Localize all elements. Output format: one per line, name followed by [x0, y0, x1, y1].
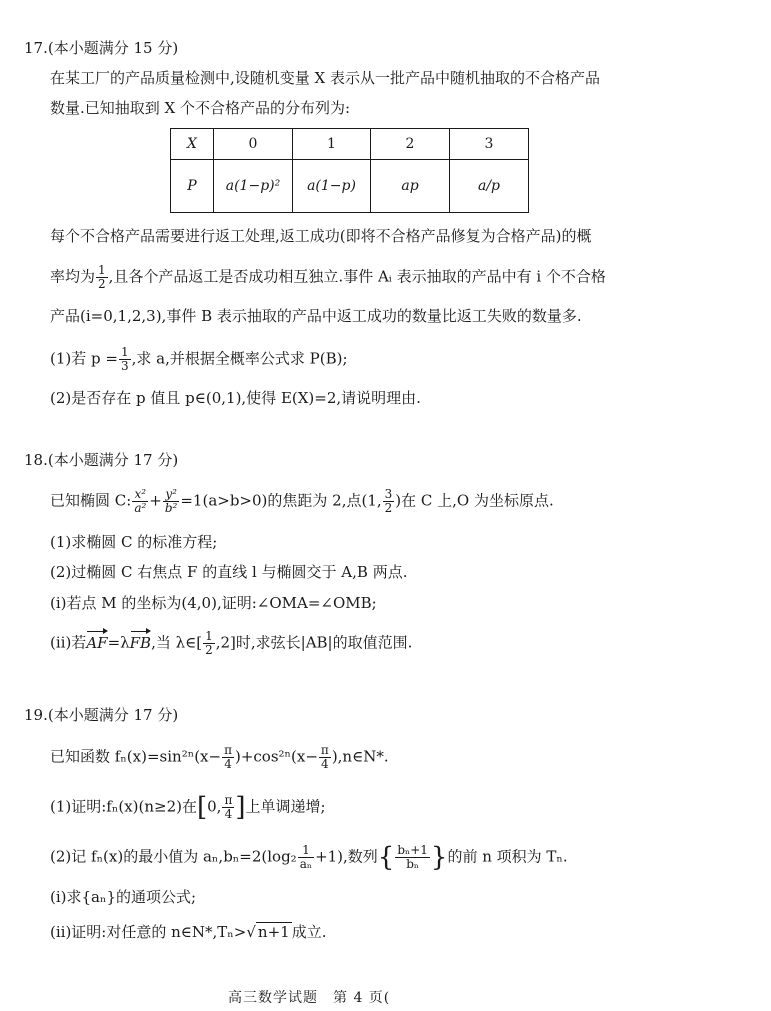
text: 上单调递增; [245, 797, 326, 816]
fraction-three-half: $\frac{3}{2}$ [384, 487, 393, 515]
text: +1),数列 [315, 847, 378, 866]
fraction-third: $\frac{1}{3}$ [120, 345, 129, 373]
text: (1)若 p = [50, 349, 118, 368]
text: =λ [107, 633, 130, 652]
text: 已知函数 fₙ(x)=sin²ⁿ(x− [50, 747, 222, 766]
text: 的前 n 项积为 Tₙ. [447, 847, 568, 866]
text: 成立. [291, 923, 327, 941]
fraction-y2: $\frac{\text{y²}}{\text{b²}}$ [164, 487, 178, 515]
q17-text-3: 每个不合格产品需要进行返工处理,返工成功(即将不合格产品修复为合格产品)的概 [50, 227, 592, 245]
q18-sub-2: (2)过椭圆 C 右焦点 F 的直线 l 与椭圆交于 A,B 两点. [50, 563, 408, 581]
q19-sub-2ii: (ⅱ)证明:对任意的 n∈N*,Tₙ>√ n+1 成立. [50, 923, 327, 941]
text: 已知椭圆 C: [50, 491, 132, 510]
q19-sub-1: (1)证明:fₙ(x)(n≥2)在[0, $\frac{\pi}{4}$ ]上单调递增; [50, 792, 326, 823]
text: ,求 a,并根据全概率公式求 P(B); [131, 349, 348, 368]
q18-sub-2i: (ⅰ)若点 M 的坐标为(4,0),证明:∠OMA=∠OMB; [50, 594, 377, 612]
q17-sub-1 [50, 346, 348, 373]
vector-af: AF [86, 633, 108, 652]
text: 率均为 [50, 267, 96, 286]
table-cell: 1 [293, 129, 371, 160]
q18-sub-2ii [50, 630, 412, 657]
table-cell: a(1−p) [293, 160, 371, 213]
text: ,2]时,求弦长|AB|的取值范围. [215, 633, 413, 652]
table-cell: X [171, 129, 214, 160]
vector-fb: FB [129, 633, 152, 652]
q17-sub-2: (2)是否存在 p 值且 p∈(0,1),使得 E(X)=2,请说明理由. [50, 389, 421, 407]
q18-header: 18.(本小题满分 17 分) [24, 451, 179, 469]
text: (ⅱ)证明:对任意的 n∈N*,Tₙ> [50, 923, 247, 941]
table-cell: P [171, 160, 214, 213]
fraction-pi4-2: $\frac{\pi}{4}$ [320, 743, 329, 771]
text: (ⅱ)若 [50, 633, 87, 652]
table-cell: 0 [214, 129, 293, 160]
text: )+cos²ⁿ(x− [234, 747, 318, 766]
q19-text-1 [50, 744, 389, 771]
text: (2)记 fₙ(x)的最小值为 aₙ,bₙ=2(log₂ [50, 847, 297, 866]
fraction-pi4-3: $\frac{\pi}{4}$ [224, 793, 233, 821]
q19-header: 19.(本小题满分 17 分) [24, 706, 179, 724]
q17-header: 17.(本小题满分 15 分) [24, 39, 179, 57]
fraction-x2: $\frac{\text{x²}}{\text{a²}}$ [134, 487, 147, 515]
text: ,且各个产品返工是否成功相互独立.事件 Aᵢ 表示抽取的产品中有 i 个不合格 [108, 267, 606, 286]
text: ,当 λ∈[ [151, 633, 203, 652]
table-cell: ap [371, 160, 450, 213]
q17-text-4 [50, 264, 606, 291]
table-cell: a(1−p)² [214, 160, 293, 213]
text: (1)证明:fₙ(x)(n≥2)在 [50, 797, 197, 816]
q18-text-1: 已知椭圆 C: $\frac{\text{x²}}{\text{a²}}$ + $\frac{\text{y²}}{\text{b²}}$ =1(a>b>0)的焦距为 2,点(1, $\frac{3}{2}$ )在 C 上,O 为坐标原点. [50, 487, 554, 515]
distribution-table [170, 128, 529, 213]
table-cell: 3 [450, 129, 529, 160]
fraction-pi4: $\frac{\pi}{4}$ [224, 743, 232, 771]
q19-sub-2i: (ⅰ)求{aₙ}的通项公式; [50, 888, 197, 906]
fraction-inv-a: $\frac{1}{\text{aₙ}}$ [299, 843, 313, 871]
page-footer: 高三数学试题 第 4 页( [228, 990, 391, 1006]
text: ),n∈N*. [331, 747, 389, 766]
q17-text-1: 在某工厂的产品质量检测中,设随机变量 X 表示从一批产品中随机抽取的不合格产品 [50, 69, 600, 87]
text: )在 C 上,O 为坐标原点. [395, 491, 554, 510]
table-cell: 2 [371, 129, 450, 160]
text: 0, [207, 797, 222, 816]
q19-sub-2: (2)记 fₙ(x)的最小值为 aₙ,bₙ=2(log₂ $\frac{1}{\text{aₙ}}$ +1),数列{ $\frac{\text{bₙ+1}}{\text{bₙ}}$ }的前 n 项积为 Tₙ. [50, 842, 568, 873]
text: =1(a>b>0)的焦距为 2,点(1, [180, 491, 382, 510]
fraction-seq: $\frac{\text{bₙ+1}}{\text{bₙ}}$ [397, 843, 428, 871]
fraction-half: $\frac{1}{2}$ [98, 263, 106, 291]
fraction-half-2: $\frac{1}{2}$ [205, 629, 213, 657]
q17-text-2: 数量.已知抽取到 X 个不合格产品的分布列为: [50, 99, 351, 117]
q17-text-5: 产品(i=0,1,2,3),事件 B 表示抽取的产品中返工成功的数量比返工失败的数量多. [50, 307, 582, 325]
sqrt-expression: n+1 [257, 923, 290, 941]
q18-sub-1: (1)求椭圆 C 的标准方程; [50, 533, 218, 551]
table-cell: a/p [450, 160, 529, 213]
